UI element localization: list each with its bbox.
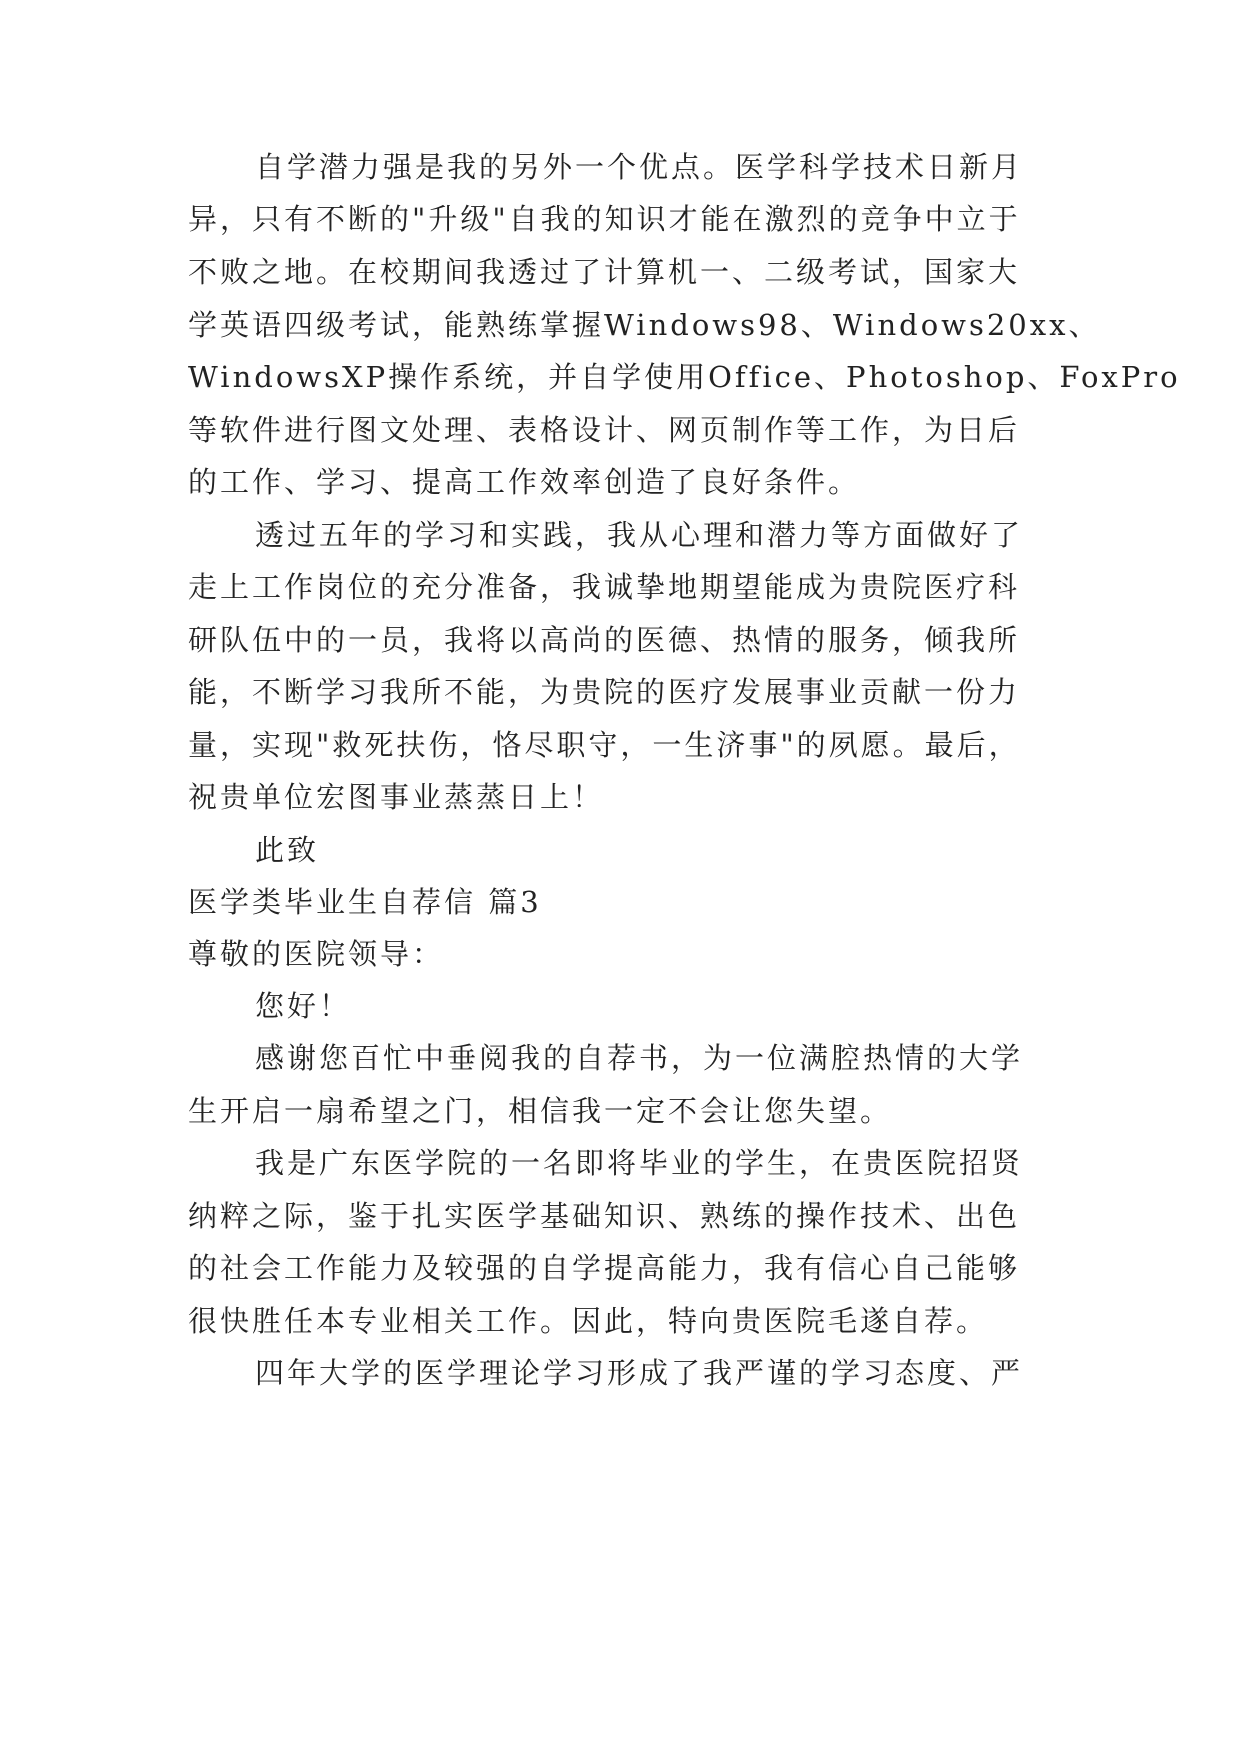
paragraph-line: 走上工作岗位的充分准备，我诚挚地期望能成为贵院医疗科 xyxy=(188,570,1021,604)
paragraph-line: 学英语四级考试，能熟练掌握Windows98、Windows20xx、 xyxy=(188,308,1101,342)
paragraph-line: 的社会工作能力及较强的自学提高能力，我有信心自己能够 xyxy=(188,1251,1021,1285)
salutation: 尊敬的医院领导： xyxy=(188,937,445,971)
paragraph-line: 不败之地。在校期间我透过了计算机一、二级考试，国家大 xyxy=(188,255,1021,289)
section-heading: 医学类毕业生自荐信 篇3 xyxy=(188,885,542,919)
paragraph-line: WindowsXP操作系统，并自学使用Office、Photoshop、FoxPro xyxy=(188,360,1181,394)
closing-line: 此致 xyxy=(255,833,320,867)
paragraph-line: 我是广东医学院的一名即将毕业的学生，在贵医院招贤 xyxy=(255,1146,1024,1180)
paragraph-line: 祝贵单位宏图事业蒸蒸日上！ xyxy=(188,780,605,814)
paragraph-line: 纳粹之际，鉴于扎实医学基础知识、熟练的操作技术、出色 xyxy=(188,1199,1021,1233)
greeting: 您好！ xyxy=(255,989,352,1023)
paragraph-line: 感谢您百忙中垂阅我的自荐书，为一位满腔热情的大学 xyxy=(255,1041,1024,1075)
paragraph-line: 生开启一扇希望之门，相信我一定不会让您失望。 xyxy=(188,1094,893,1128)
paragraph-line: 四年大学的医学理论学习形成了我严谨的学习态度、严 xyxy=(255,1356,1024,1390)
paragraph-line: 异，只有不断的"升级"自我的知识才能在激烈的竞争中立于 xyxy=(188,202,1021,236)
paragraph-line: 量，实现"救死扶伤，恪尽职守，一生济事"的夙愿。最后， xyxy=(188,728,1021,762)
paragraph-line: 研队伍中的一员，我将以高尚的医德、热情的服务，倾我所 xyxy=(188,623,1021,657)
paragraph-line: 的工作、学习、提高工作效率创造了良好条件。 xyxy=(188,465,861,499)
paragraph-line: 等软件进行图文处理、表格设计、网页制作等工作，为日后 xyxy=(188,413,1021,447)
paragraph-line: 能，不断学习我所不能，为贵院的医疗发展事业贡献一份力 xyxy=(188,675,1021,709)
paragraph-line: 很快胜任本专业相关工作。因此，特向贵医院毛遂自荐。 xyxy=(188,1304,989,1338)
paragraph-line: 自学潜力强是我的另外一个优点。医学科学技术日新月 xyxy=(255,150,1024,184)
paragraph-line: 透过五年的学习和实践，我从心理和潜力等方面做好了 xyxy=(255,518,1024,552)
